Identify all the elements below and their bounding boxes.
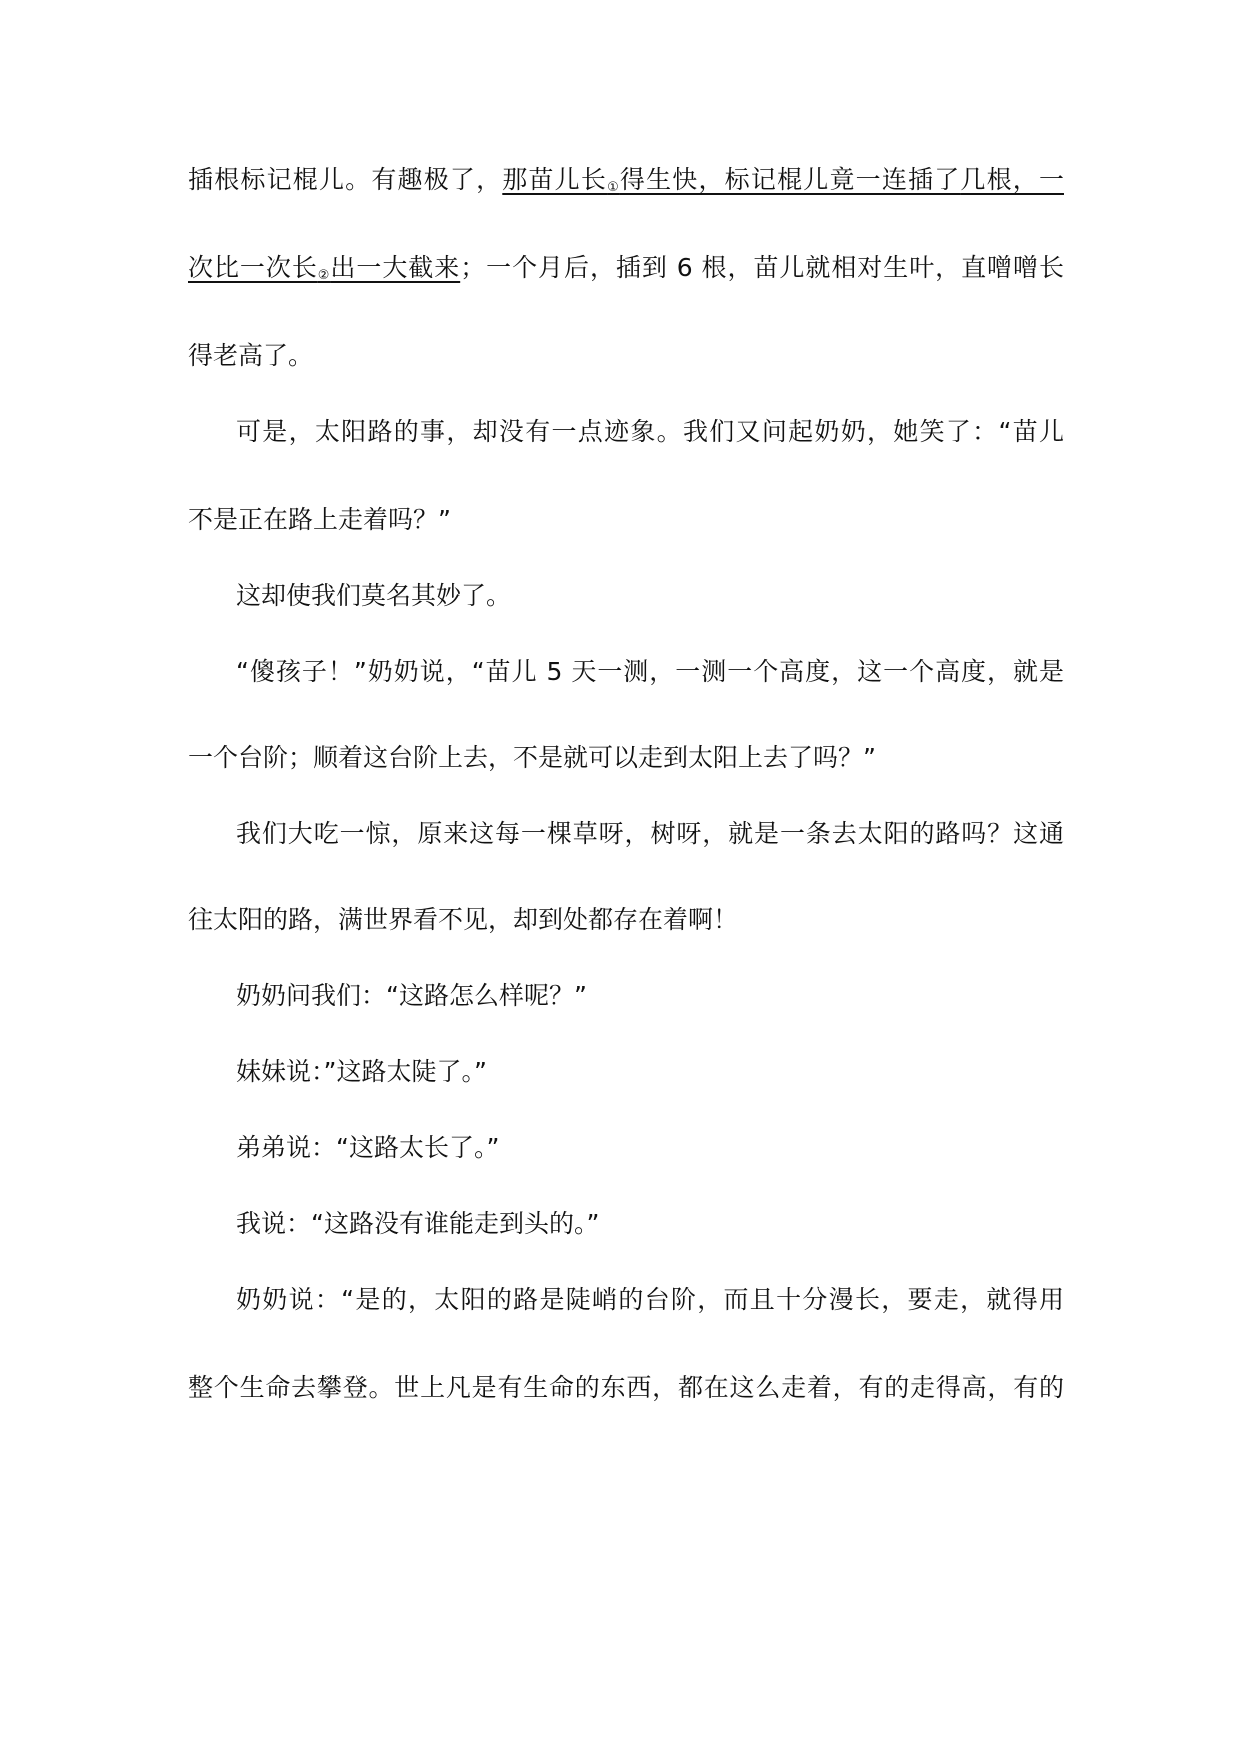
paragraph-1-line-1 — [188, 164, 1064, 204]
text-segment: 插根标记棍儿。有趣极了， — [188, 165, 503, 194]
paragraph-1-line-3: 得老高了。 — [188, 341, 314, 370]
underlined-text: 那苗儿长 — [502, 165, 608, 194]
circled-number-2: ② — [317, 268, 331, 283]
underlined-phrase-1 — [502, 165, 960, 194]
underlined-text: 出一大截来 — [330, 253, 461, 282]
text-segment: ；一个月后，插到 6 根，苗儿就相对生叶，直噌噌长 — [460, 253, 1064, 282]
paragraph-10-line-1: 奶奶说：“是的，太阳的路是陡峭的台阶，而且十分漫长，要走，就得用 — [236, 1285, 1064, 1314]
underlined-phrase-2: 几根，一 — [960, 165, 1064, 194]
paragraph-9: 我说：“这路没有谁能走到头的。” — [236, 1209, 600, 1238]
paragraph-3: 这却使我们莫名其妙了。 — [236, 581, 512, 610]
circled-number-1: ① — [607, 180, 620, 195]
paragraph-5-line-2: 往太阳的路，满世界看不见，却到处都存在着啊！ — [188, 905, 739, 934]
underlined-text: 得生快，标记棍儿竟一连插了 — [619, 165, 961, 194]
paragraph-1-line-2 — [188, 252, 1064, 292]
paragraph-2-line-2: 不是正在路上走着吗？” — [188, 505, 451, 534]
paragraph-6: 奶奶问我们：“这路怎么样呢？” — [236, 981, 587, 1010]
underlined-text: 次比一次长 — [188, 253, 318, 282]
paragraph-4-line-1: “傻孩子！”奶奶说，“苗儿 5 天一测，一测一个高度，这一个高度，就是 — [236, 657, 1064, 686]
paragraph-4-line-2: 一个台阶；顺着这台阶上去，不是就可以走到太阳上去了吗？” — [188, 743, 876, 772]
paragraph-5-line-1: 我们大吃一惊，原来这每一棵草呀，树呀，就是一条去太阳的路吗？这通 — [236, 819, 1064, 848]
paragraph-2-line-1: 可是，太阳路的事，却没有一点迹象。我们又问起奶奶，她笑了：“苗儿 — [236, 417, 1064, 446]
underlined-phrase-3 — [188, 253, 460, 282]
paragraph-10-line-2: 整个生命去攀登。世上凡是有生命的东西，都在这么走着，有的走得高，有的 — [188, 1373, 1064, 1402]
paragraph-8: 弟弟说：“这路太长了。” — [236, 1133, 500, 1162]
paragraph-7: 妹妹说：”这路太陡了。” — [236, 1057, 487, 1086]
